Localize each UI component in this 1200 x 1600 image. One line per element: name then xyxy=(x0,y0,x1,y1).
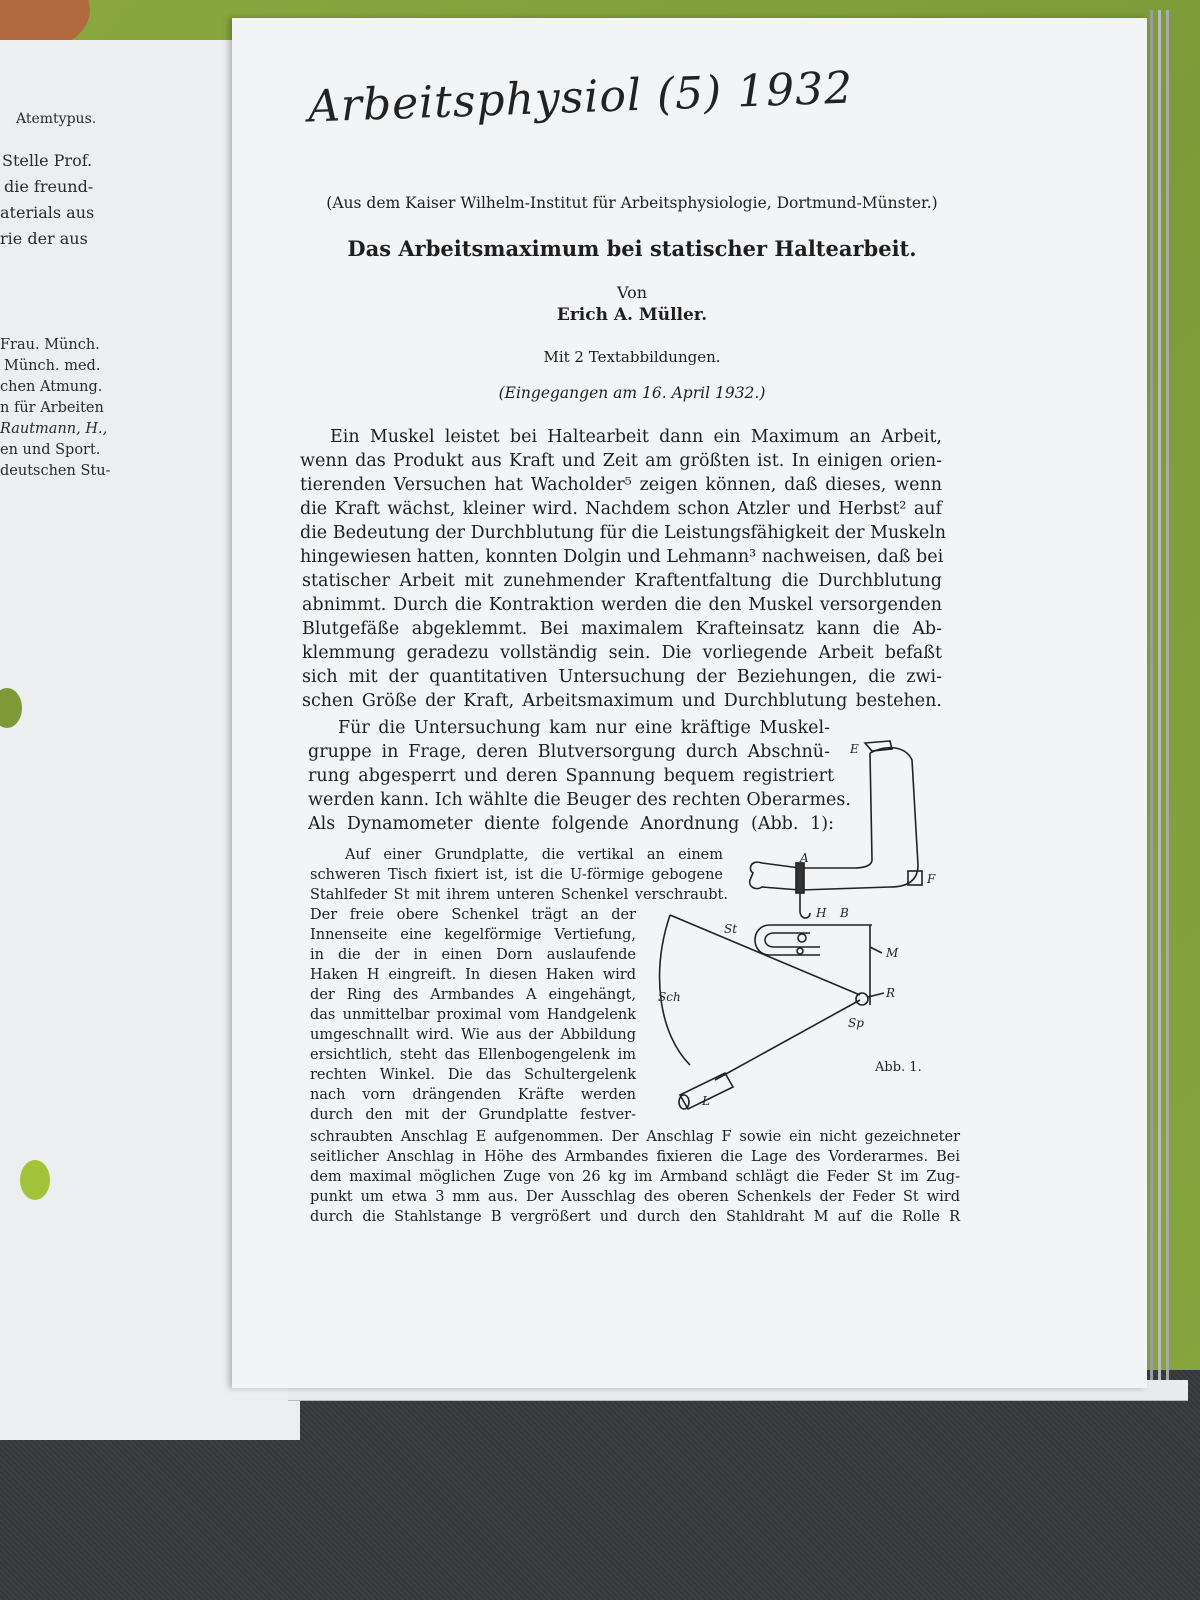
small-text-line: schraubten Anschlag E aufgenommen. Der Anschlag F sowie ein nicht gezeichneter xyxy=(310,1129,960,1145)
left-page-line: Stelle Prof. xyxy=(2,151,93,170)
text-line: tierenden Versuchen hat Wacholder⁵ zeigen können, daß dieses, wenn xyxy=(300,475,942,495)
small-text-line: Auf einer Grundplatte, die vertikal an einem xyxy=(345,847,723,863)
left-page-line: aterials aus xyxy=(0,203,95,222)
pulley-r xyxy=(856,993,868,1005)
lever-line xyxy=(670,915,860,995)
label-st: St xyxy=(724,922,738,936)
label-sch: Sch xyxy=(658,990,681,1004)
left-page-ref: en und Sport. xyxy=(0,442,101,458)
text-line: abnimmt. Durch die Kontraktion werden die den Muskel versorgenden xyxy=(302,595,942,615)
punch-hole xyxy=(20,1160,50,1200)
small-text-line: durch die Stahlstange B vergrößert und durch den Stahldraht M auf die Rolle R xyxy=(310,1209,960,1225)
author-name: Erich A. Müller. xyxy=(556,305,708,325)
left-page-line: Atemtypus. xyxy=(16,111,97,127)
left-page-ref: n für Arbeiten xyxy=(0,400,104,416)
armband-a xyxy=(796,863,804,893)
spring-screw xyxy=(798,934,806,942)
left-page-ref: deutschen Stu- xyxy=(0,463,111,479)
small-text-line: in die der in einen Dorn auslaufende xyxy=(310,947,636,963)
text-line: Für die Untersuchung kam nur eine kräftige Muskel- xyxy=(338,718,830,738)
label-l: L xyxy=(702,1094,710,1108)
label-a: A xyxy=(800,851,809,865)
left-page-line: die freund- xyxy=(4,177,94,196)
text-line: gruppe in Frage, deren Blutversorgung durch Abschnü- xyxy=(308,742,830,762)
text-line: Als Dynamometer diente folgende Anordnung (Abb. 1): xyxy=(308,814,834,834)
small-text-line: nach vorn drängenden Kräfte werden xyxy=(310,1087,636,1103)
small-text-line: Haken H eingreift. In diesen Haken wird xyxy=(310,967,636,983)
figure-dynamometer xyxy=(650,735,960,1115)
text-line: wenn das Produkt aus Kraft und Zeit am größten ist. In einigen orien- xyxy=(300,451,942,471)
left-page-line: rie der aus xyxy=(0,229,88,248)
small-text-line: durch den mit der Grundplatte festver- xyxy=(310,1107,636,1123)
lever-line-lower xyxy=(715,1000,860,1080)
text-line: klemmung geradezu vollständig sein. Die vorliegende Arbeit befaßt xyxy=(302,643,942,663)
spring-st-inner xyxy=(765,933,820,947)
upper-arm-inner xyxy=(800,753,872,868)
label-f: F xyxy=(927,872,936,886)
text-line: Blutgefäße abgeklemmt. Bei maximalem Krafteinsatz kann die Ab- xyxy=(302,619,942,639)
left-page-ref: Rautmann, H., xyxy=(0,421,108,437)
small-text-line: punkt um etwa 3 mm aus. Der Ausschlag des oberen Schenkels der Feder St wird xyxy=(310,1189,960,1205)
left-page-ref: Münch. med. xyxy=(4,358,101,374)
label-sp: Sp xyxy=(848,1016,864,1030)
text-line: hingewiesen hatten, konnten Dolgin und Lehmann³ nachweisen, daß bei xyxy=(300,547,944,567)
left-page-ref: chen Atmung. xyxy=(0,379,103,395)
figures-note: Mit 2 Textabbildungen. xyxy=(543,348,721,366)
label-b: B xyxy=(840,906,849,920)
hand-outline xyxy=(750,862,800,890)
handwritten-note: Arbeitsphysiol (5) 1932 xyxy=(307,62,854,133)
small-text-line: umgeschnallt wird. Wie aus der Abbildung xyxy=(310,1027,636,1043)
label-e: E xyxy=(850,742,859,756)
received-date: (Eingegangen am 16. April 1932.) xyxy=(498,384,766,402)
label-h: H xyxy=(816,906,827,920)
small-text-line: seitlicher Anschlag in Höhe des Armbandes fixieren die Lage des Vorderarmes. Bei xyxy=(310,1149,960,1165)
institute-line: (Aus dem Kaiser Wilhelm-Institut für Arbeitsphysiologie, Dortmund-Münster.) xyxy=(326,194,938,212)
page-stack-edge xyxy=(1150,10,1153,1390)
small-text-line: schweren Tisch fixiert ist, ist die U-förmige gebogene xyxy=(310,867,723,883)
small-text-line: ersichtlich, steht das Ellenbogengelenk im xyxy=(310,1047,636,1063)
spring-screw xyxy=(797,948,803,954)
small-text-line: Innenseite eine kegelförmige Vertiefung, xyxy=(310,927,636,943)
figure-caption: Abb. 1. xyxy=(875,1060,922,1075)
article-title: Das Arbeitsmaximum bei statischer Haltearbeit. xyxy=(347,236,917,261)
small-text-line: Stahlfeder St mit ihrem unteren Schenkel verschraubt. xyxy=(310,887,728,903)
text-line: die Kraft wächst, kleiner wird. Nachdem schon Atzler und Herbst² auf xyxy=(300,499,942,519)
page-stack-edge xyxy=(1158,10,1161,1390)
small-text-line: dem maximal möglichen Zuge von 26 kg im Armband schlägt die Feder St im Zug- xyxy=(310,1169,960,1185)
text-line: rung abgesperrt und deren Spannung bequem registriert xyxy=(308,766,834,786)
text-line: sich mit der quantitativen Untersuchung der Beziehungen, die zwi- xyxy=(302,667,942,687)
label-r: R xyxy=(886,986,896,1000)
leader-m xyxy=(870,947,882,953)
small-text-line: der Ring des Armbandes A eingehängt, xyxy=(310,987,636,1003)
small-text-line: rechten Winkel. Die das Schultergelenk xyxy=(310,1067,636,1083)
label-m: M xyxy=(886,946,899,960)
small-text-line: das unmittelbar proximal vom Handgelenk xyxy=(310,1007,636,1023)
text-line: die Bedeutung der Durchblutung für die Leistungsfähigkeit der Muskeln xyxy=(300,523,947,543)
hook-h xyxy=(800,893,810,918)
text-line: werden kann. Ich wählte die Beuger des rechten Oberarmes. xyxy=(308,790,851,810)
text-line: Ein Muskel leistet bei Haltearbeit dann ein Maximum an Arbeit, xyxy=(330,427,942,447)
small-text-line: Der freie obere Schenkel trägt an der xyxy=(310,907,636,923)
page-stack-edge xyxy=(1166,10,1169,1390)
left-page-ref: Frau. Münch. xyxy=(0,337,100,353)
text-line: statischer Arbeit mit zunehmender Kraftentfaltung die Durchblutung xyxy=(302,571,942,591)
text-line: schen Größe der Kraft, Arbeitsmaximum und Durchblutung bestehen. xyxy=(302,691,942,711)
byline-von: Von xyxy=(616,283,648,302)
